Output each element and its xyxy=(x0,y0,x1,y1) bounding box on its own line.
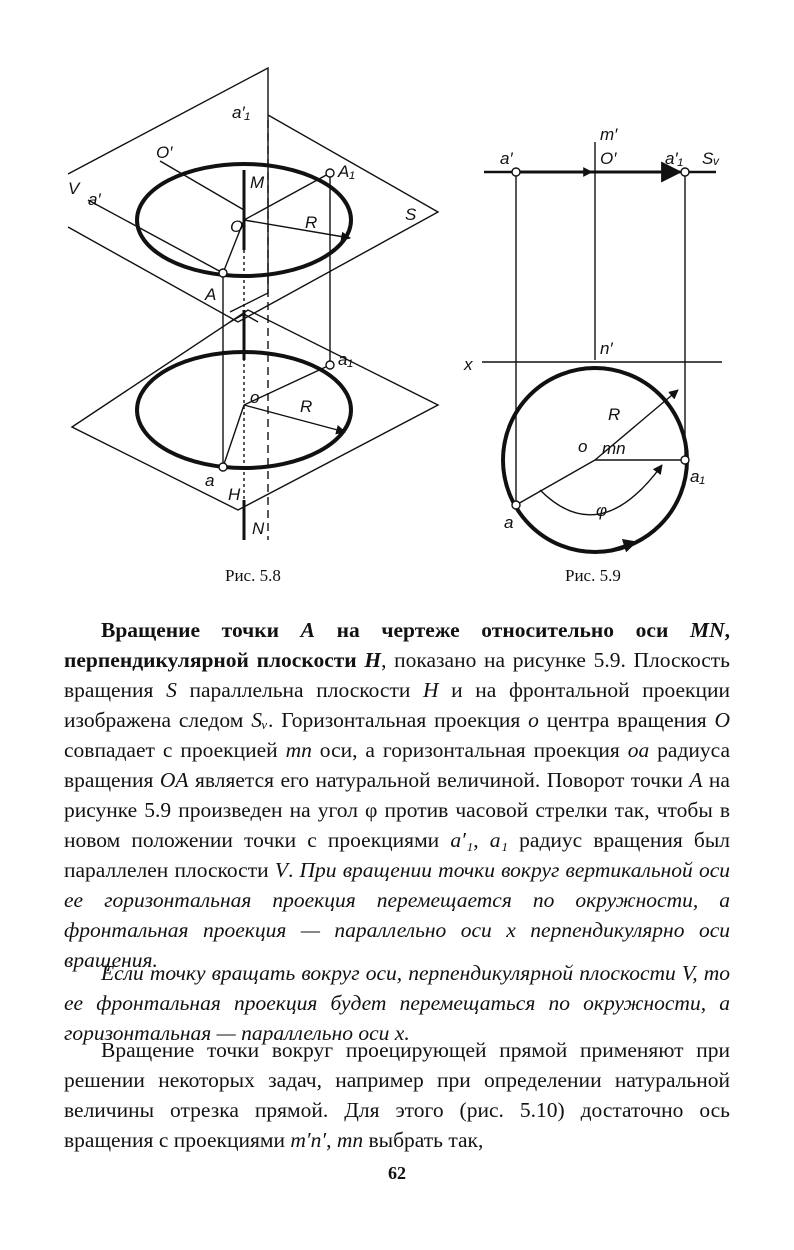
text-run: совпадает с проекцией xyxy=(64,738,286,762)
label-h: H xyxy=(228,485,241,504)
label-o-upper: O xyxy=(230,217,244,236)
text-run: Вращение точки вокруг проецирующей прямой применяют при решении некоторых задач, например при определении натуральной величины отрезка прямой. Для этого (рис. 5.10) достаточно ось вращения с проекциями xyxy=(64,1038,730,1152)
text-run: MN xyxy=(689,618,725,642)
label-a1p: a′₁ xyxy=(232,103,251,122)
point-a1 xyxy=(681,456,689,464)
label-ap: a′ xyxy=(500,149,513,168)
label-op: O′ xyxy=(600,149,617,168)
text-run: выбрать так, xyxy=(363,1128,484,1152)
label-x: x xyxy=(464,355,473,374)
text-run: Sᵥ xyxy=(251,708,268,732)
label-a-lower: a xyxy=(205,471,215,490)
paragraph-text xyxy=(64,615,730,975)
label-mp: m′ xyxy=(600,125,618,144)
text-run: o xyxy=(528,708,539,732)
label-o: o xyxy=(578,437,588,456)
label-r: R xyxy=(608,405,621,424)
label-a1-lower: a₁ xyxy=(338,350,353,369)
text-run: радиуса вращения xyxy=(64,738,730,792)
text-run: mn xyxy=(336,1128,364,1152)
text-run: Если точку вращать вокруг оси, перпендикулярной плоскости V, то ее фронтальная проекция будет перемещаться по окружности, а горизонтальная — параллельно оси x. xyxy=(64,961,730,1045)
text-run: a′₁ xyxy=(450,828,474,852)
paragraph-rotation-application xyxy=(64,1035,730,1155)
text-run: a₁ xyxy=(489,828,509,852)
radius-r-lower xyxy=(244,405,345,432)
figure-5-8-caption: Рис. 5.8 xyxy=(225,566,281,585)
text-run: H xyxy=(422,678,439,702)
page-number: 62 xyxy=(388,1163,406,1183)
text-run: A xyxy=(300,618,316,642)
figure-5-8 xyxy=(60,60,470,560)
text-run: V xyxy=(274,858,288,882)
text-run: O xyxy=(714,708,730,732)
label-o-lower: o xyxy=(250,388,260,407)
text-run: , перпендикулярной плоскости xyxy=(64,618,730,672)
text-run: mn xyxy=(285,738,312,762)
text-run: oa xyxy=(627,738,650,762)
radius-r-upper xyxy=(244,220,350,238)
label-a: a xyxy=(504,513,514,532)
text-run: , xyxy=(473,828,490,852)
label-v: V xyxy=(68,179,80,198)
text-run: S xyxy=(166,678,177,702)
radius-oa xyxy=(516,460,595,505)
point-a-upper xyxy=(219,269,227,277)
text-run: является его натуральной величиной. Поворот точки xyxy=(188,768,690,792)
label-mn: mn xyxy=(602,439,626,458)
label-ap: a′ xyxy=(88,190,101,209)
label-phi: φ xyxy=(596,501,608,520)
label-r-lower: R xyxy=(300,397,313,416)
label-a1-upper: A₁ xyxy=(338,162,355,181)
text-run: радиус вращения был параллелен плоскости xyxy=(64,828,731,882)
label-a1p: a′₁ xyxy=(665,149,684,168)
text-run: H xyxy=(364,648,382,672)
text-run: Вращение точки xyxy=(101,618,301,642)
paragraph-text xyxy=(64,1035,730,1155)
figure-5-8-drawing xyxy=(60,60,470,560)
text-run: A xyxy=(689,768,703,792)
label-a1: a₁ xyxy=(690,467,705,486)
text-run: на рисунке 5.9 произведен на угол φ против часовой стрелки так, чтобы в новом положении точки с проекциями xyxy=(64,768,730,852)
label-n: N xyxy=(252,519,265,538)
text-run: . xyxy=(287,858,300,882)
text-run: параллельна плоскости xyxy=(176,678,423,702)
label-np: n′ xyxy=(600,339,613,358)
text-run: на чертеже относительно оси xyxy=(315,618,690,642)
point-a1-lower xyxy=(326,361,334,369)
point-a-lower xyxy=(219,463,227,471)
text-run: При вращении точки вокруг вертикальной оси ее горизонтальная проекция перемещается по окружности, а фронтальная проекция — параллельно оси x перпендикулярно оси вращения. xyxy=(64,858,730,972)
label-a-upper: A xyxy=(205,285,217,304)
point-a1-upper xyxy=(326,169,334,177)
text-run: оси, а горизонтальная проекция xyxy=(311,738,628,762)
text-run: . Горизонтальная проекция xyxy=(267,708,529,732)
label-m: M xyxy=(250,173,265,192)
label-op: O′ xyxy=(156,143,173,162)
text-run: m′n′ xyxy=(290,1128,327,1152)
point-ap xyxy=(512,168,520,176)
label-s: S xyxy=(405,205,417,224)
text-run: и на фронтальной проекции изображена следом xyxy=(64,678,730,732)
figure-5-9 xyxy=(460,120,760,560)
figure-5-9-caption: Рис. 5.9 xyxy=(565,566,621,585)
radius-o-a-lower xyxy=(223,405,244,467)
text-run: OA xyxy=(159,768,189,792)
plane-h-outline xyxy=(72,310,438,510)
paragraph-rotation-intro xyxy=(64,615,730,975)
point-a xyxy=(512,501,520,509)
label-sv: Sᵥ xyxy=(702,149,720,168)
text-run: , показано на рисунке 5.9. Плоскость вращения xyxy=(64,648,730,702)
figure-5-9-drawing xyxy=(460,120,760,560)
text-run: , xyxy=(326,1128,337,1152)
label-r-upper: R xyxy=(305,213,318,232)
line-ap-a xyxy=(88,200,223,273)
text-run: центра вращения xyxy=(538,708,715,732)
point-a1p xyxy=(681,168,689,176)
